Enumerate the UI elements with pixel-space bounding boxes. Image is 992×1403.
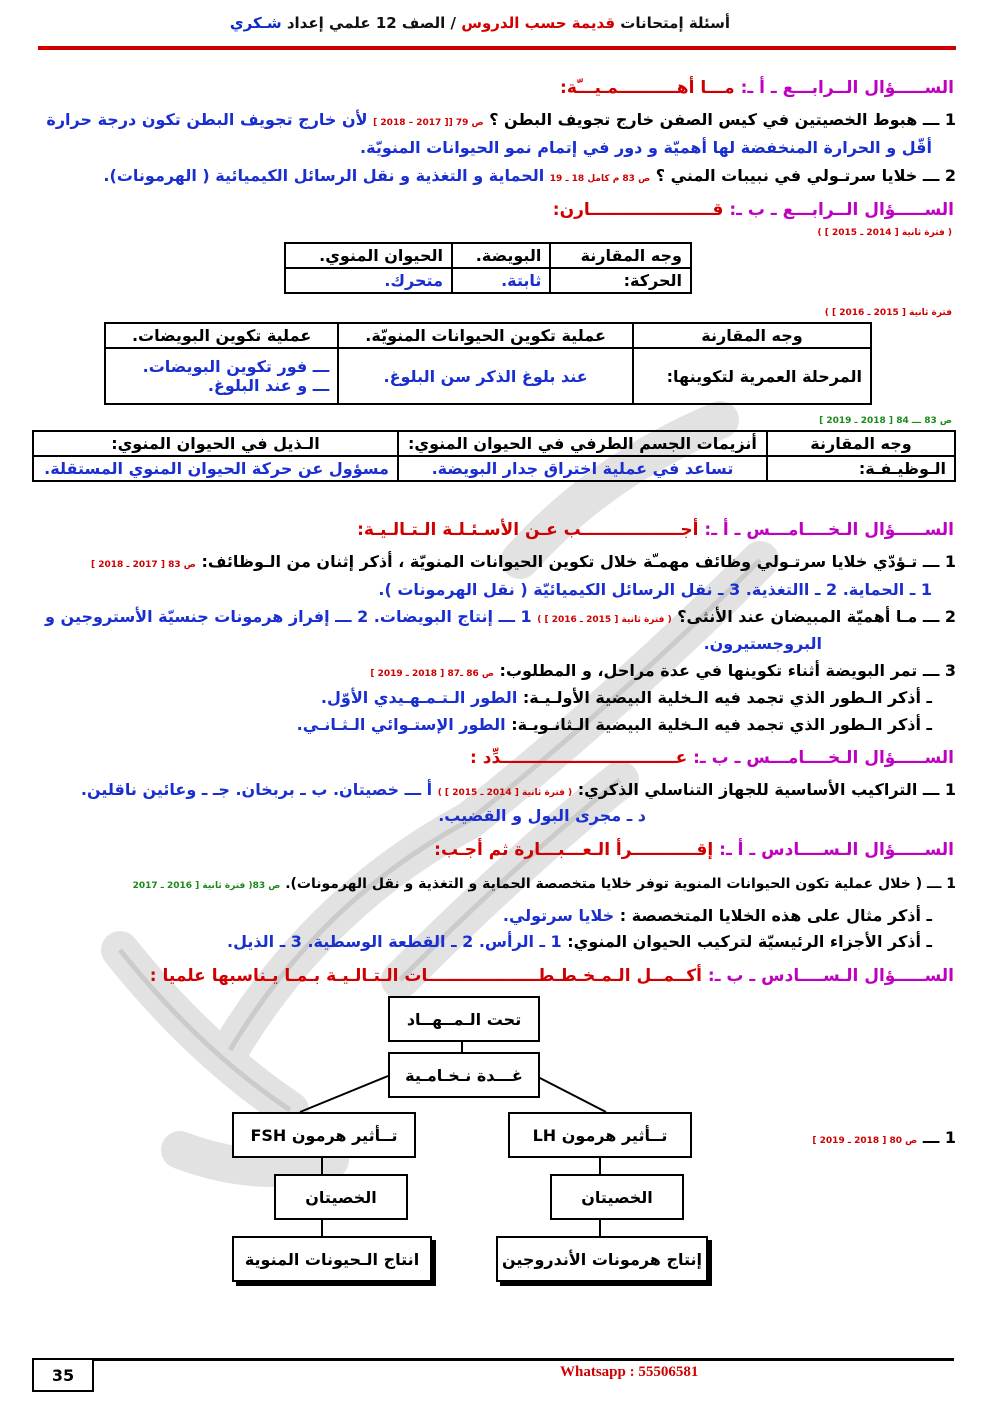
q5a-i3-s1-a: الطور الـتـمـهـيدي الأوّل. bbox=[320, 688, 518, 707]
q5b-i1-num: 1 ـــ bbox=[922, 780, 956, 799]
header-part1: أسئلة إمتحانات bbox=[620, 14, 731, 32]
t2-h0: وجه المقارنة bbox=[633, 323, 871, 348]
q5a-i1-question: تـؤدّي خلايا سرتـولي وظائف مهمـّة خلال تكوين الحيوانات المنويّة ، أذكر إثنان من الـوظائف: bbox=[201, 552, 918, 571]
q4a-i2-num: 2 ـــ bbox=[922, 166, 956, 185]
q6a-i1-ref: ص 83( فترة ثانية [ 2016 ـ 2017 bbox=[132, 881, 281, 891]
q5b-i1-question: التراكيب الأساسية للجهاز التناسلي الذكري: bbox=[577, 780, 918, 799]
whatsapp-contact: Whatsapp : 55506581 bbox=[560, 1364, 699, 1380]
t1-r0: الحركة: bbox=[550, 268, 691, 293]
t2-r1: عند بلوغ الذكر سن البلوغ. bbox=[338, 348, 633, 404]
page-number: 35 bbox=[32, 1358, 94, 1392]
q5a-i3-num: 3 ـــ bbox=[922, 661, 956, 680]
q5a-title-text: أجـــــــــــــــــب عـن الأسـئـلـة الـتـالـيـة: bbox=[357, 520, 699, 540]
q4b-title-text: قـــــــــــــــــــــارن: bbox=[552, 200, 724, 220]
q5a-i3-ref: ص 86 ـ87 [ 2018 ـ 2019 ] bbox=[370, 669, 494, 679]
q5a-i1-answer: 1 ـ الحماية. 2 ـ االتغذية. 3 ـ نقل الرسائل الكيميائيّة ( نقل الهرمونات ). bbox=[378, 580, 932, 599]
q4a-i1-answer1: لأن خارج تجويف البطن تكون درجة حرارة bbox=[46, 110, 368, 129]
t1-h1: البويضة. bbox=[452, 243, 550, 268]
q4a-title-text: مـــا أهــــــــــمـيـــّة: bbox=[560, 78, 735, 98]
q5a-i2-answer2: البروجستيرون. bbox=[703, 634, 822, 653]
q4b-t2-ref: فترة ثانية [ 2015 ـ 2016 ] ) bbox=[824, 308, 952, 318]
t3-h1: أنزيمات الجسم الطرفي في الحيوان المنوي: bbox=[398, 431, 767, 456]
q6a-i1-s2-q: ـ أذكر الأجزاء الرئيسيّة لتركيب الحيوان المنوي: bbox=[567, 932, 932, 951]
footer-rule bbox=[92, 1358, 954, 1361]
q4a-i1-ref: ص 79 [[ 2017 – 2018 ] bbox=[373, 118, 484, 128]
q4a-i1-answer2: أقّل و الحرارة المنخفضة لها أهميّة و دور في إتمام نمو الحيوانات المنويّة. bbox=[360, 138, 932, 157]
t3-h2: الـذيل في الحيوان المنوي: bbox=[33, 431, 398, 456]
t1-h0: وجه المقارنة bbox=[550, 243, 691, 268]
t3-r2: مسؤول عن حركة الحيوان المنوي المستقلة. bbox=[33, 456, 398, 481]
q5a-title-prefix: الســـــؤال الـخــــامـــس ـ أ ـ: bbox=[704, 520, 954, 540]
header-part3: / الصف 12 علمي bbox=[328, 14, 457, 32]
q5a-i2-num: 2 ـــ bbox=[922, 607, 956, 626]
diagram-lh: تــأثير هرمون LH bbox=[508, 1112, 692, 1158]
q4a-i1-question: هبوط الخصيتين في كيس الصفن خارج تجويف البطن ؟ bbox=[489, 110, 918, 129]
q4a-i1-num: 1 ـــ bbox=[922, 110, 956, 129]
t3-r0: الـوظيـفـة: bbox=[767, 456, 955, 481]
q5a-i3-question: تمر البويضة أثناء تكوينها في عدة مراحل، و المطلوب: bbox=[499, 661, 918, 680]
diagram-sperm-production: انتاج الـحيونات المنوية bbox=[232, 1236, 432, 1282]
q4a-i2-answer: الحماية و التغذية و نقل الرسائل الكيميائية ( الهرمونات). bbox=[103, 166, 545, 185]
q5a-i3-s1-q: ـ أذكر الـطور الذي تجمد فيه الـخلية البيضية الأولـيـة: bbox=[522, 688, 932, 707]
diagram-androgen-production: إنتاج هرمونات الأندروجين bbox=[496, 1236, 708, 1282]
q6b-title-text: أكــمــل الـمـخـطـطـــــــــــــــــــات الـتـالـيـة بـمـا يـناسبها علميا : bbox=[149, 966, 702, 986]
diagram-pituitary: غـــدة نـخـامـية bbox=[388, 1052, 540, 1098]
q4b-t1-ref: ( فترة ثانية [ 2014 ـ 2015 ] ) bbox=[817, 228, 952, 238]
q4a-i2-ref: ص 83 م كامل 18 ـ 19 bbox=[549, 174, 651, 184]
q6a-i1-s1-q: ـ أذكر مثال على هذه الخلايا المتخصصة : bbox=[619, 906, 932, 925]
t3-h0: وجه المقارنة bbox=[767, 431, 955, 456]
t2-r0: المرحلة العمرية لتكوينها: bbox=[633, 348, 871, 404]
header-part2: قديمة حسب الدروس bbox=[461, 14, 616, 32]
t2-r2b: ـــ و عند البلوغ. bbox=[207, 376, 330, 395]
q4b-title-prefix: الســـــؤال الــرابـــع ـ ب ـ: bbox=[729, 200, 954, 220]
t3-r1: تساعد في عملية اختراق جدار البويضة. bbox=[398, 456, 767, 481]
diagram-testes-left: الخصيتان bbox=[274, 1174, 408, 1220]
q5b-title-text: عــــــــــــــــــــــــــــــدِّد : bbox=[470, 748, 688, 768]
diagram-hypothalamus: تحت الـمــهــاد bbox=[388, 996, 540, 1042]
q6a-i1-s2-a: 1 ـ الرأس. 2 ـ القطعة الوسطية. 3 ـ الذيل. bbox=[227, 932, 562, 951]
q6a-i1-num: 1 ـــ bbox=[927, 876, 956, 892]
q6b-title-prefix: الســـــؤال الـســــادس ـ ب ـ: bbox=[707, 966, 954, 986]
q6a-i1-question: ( خلال عملية تكون الحيوانات المنوية توفر خلايا متخصصة الحماية و التغذية و نقل الهرمونات). bbox=[285, 876, 923, 892]
header-part4: إعداد bbox=[286, 14, 324, 32]
q5a-i2-ref: ( فترة ثانية [ 2015 ـ 2016 ] ) bbox=[537, 615, 672, 625]
q6b-i1-ref: ص 80 [ 2018 ـ 2019 ] bbox=[812, 1136, 918, 1146]
t2-r2a: ـــ فور تكوين البويضات. bbox=[142, 357, 330, 376]
t1-r1: ثابتة. bbox=[452, 268, 550, 293]
q5a-i2-answer1: 1 ـــ إنتاج البويضات. 2 ـــ إفراز هرمونات جنسيّة الأستروجين و bbox=[45, 607, 532, 626]
t2-h2: عملية تكوين البويضات. bbox=[105, 323, 338, 348]
t1-r2: متحرك. bbox=[285, 268, 452, 293]
q5a-i1-num: 1 ـــ bbox=[922, 552, 956, 571]
q4b-t3-ref: ص 83 ـــ 84 [ 2018 ـ 2019 ] bbox=[819, 416, 952, 426]
header-part5: شـكري bbox=[229, 14, 282, 32]
t1-h2: الحيوان المنوي. bbox=[285, 243, 452, 268]
q5b-i1-answer2: د ـ مجرى البول و القضيب. bbox=[438, 806, 646, 825]
q6a-title-text: إقـــــــــــرأ الـعـــبـــارة ثم أجـب: bbox=[434, 840, 714, 860]
diagram-testes-right: الخصيتان bbox=[550, 1174, 684, 1220]
q5b-i1-answer: أ ـــ خصيتان. ب ـ بربخان. جـ ـ وعائين ناقلين. bbox=[80, 780, 433, 799]
q6a-title-prefix: الســـــؤال الـســــادس ـ أ ـ: bbox=[719, 840, 954, 860]
q5b-i1-ref: ( فترة ثانية [ 2014 ـ 2015 ] ) bbox=[437, 788, 573, 798]
t2-h1: عملية تكوين الحيوانات المنويّة. bbox=[338, 323, 633, 348]
q5b-title-prefix: الســـــؤال الـخــــامـــس ـ ب ـ: bbox=[693, 748, 954, 768]
q5a-i1-ref: ص 83 [ 2017 ـ 2018 ] bbox=[90, 560, 196, 570]
q5a-i2-question: مـا أهميّة المبيضان عند الأنثى؟ bbox=[677, 607, 918, 626]
q4a-i2-question: خلايا سرتـولي في نبيبات المني ؟ bbox=[655, 166, 918, 185]
q6a-i1-s1-a: خلايا سرتولي. bbox=[502, 906, 615, 925]
q5a-i3-s2-q: ـ أذكر الـطور الذي تجمد فيه الـخلية البيضية الـثانـويـة: bbox=[511, 715, 932, 734]
q6b-i1-num: 1 ـــ bbox=[922, 1128, 956, 1147]
diagram-fsh: تــأثير هرمون FSH bbox=[232, 1112, 416, 1158]
q5a-i3-s2-a: الطور الإستـوائي الـثـانـي. bbox=[296, 715, 506, 734]
q4a-title-prefix: الســـــؤال الــرابـــع ـ أ ـ: bbox=[740, 78, 954, 98]
